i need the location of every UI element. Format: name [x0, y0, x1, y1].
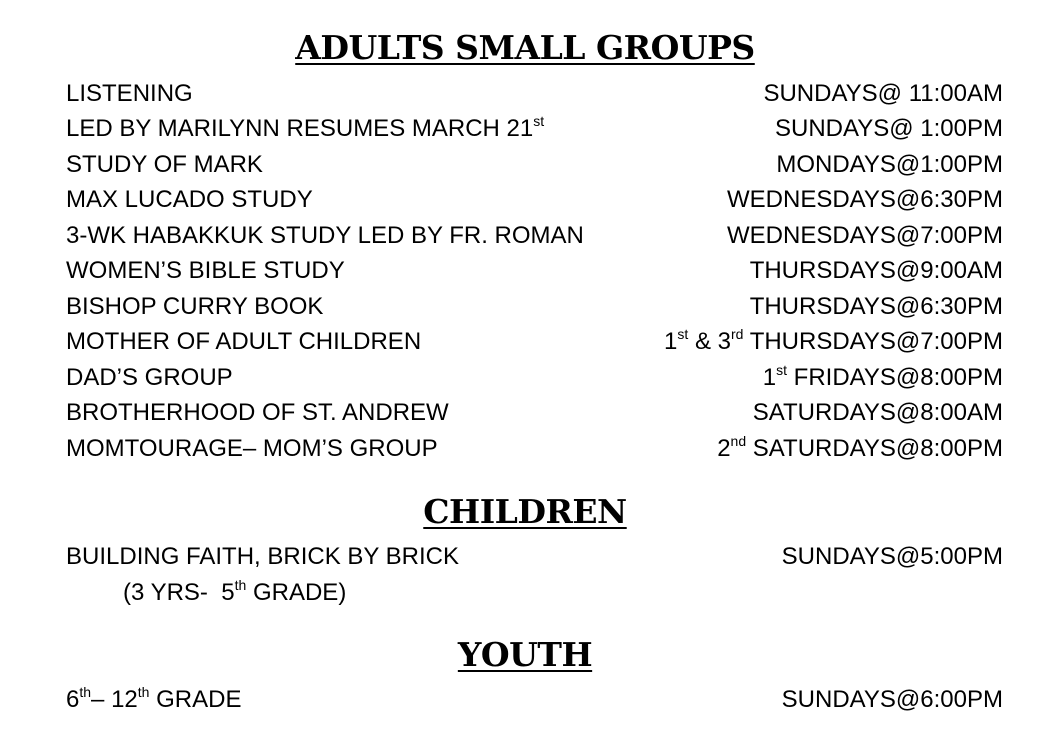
group-time	[763, 361, 1003, 395]
group-time: MONDAYS@1:00PM	[776, 151, 1003, 178]
ordinal-suffix: th	[234, 577, 247, 593]
ordinal-suffix: st	[677, 326, 689, 342]
youth-row	[66, 683, 1003, 717]
group-time	[664, 325, 1003, 359]
children-heading-text: CHILDREN	[423, 492, 627, 531]
group-time: WEDNESDAYS@6:30PM	[727, 186, 1003, 213]
ordinal-number: 2	[717, 435, 731, 462]
group-row	[66, 432, 1003, 466]
group-name	[66, 112, 544, 146]
group-row	[66, 77, 1003, 111]
group-time: SUNDAYS@ 11:00AM	[763, 80, 1003, 107]
ordinal-number: – 12	[91, 686, 138, 713]
children-age-range	[123, 576, 346, 610]
group-name: WOMEN’S BIBLE STUDY	[66, 257, 345, 284]
group-time-text: FRIDAYS@8:00PM	[787, 364, 1003, 391]
ordinal-number: 1	[762, 364, 777, 391]
ordinal-number: 6	[66, 686, 80, 713]
adults-heading-text: ADULTS SMALL GROUPS	[295, 28, 755, 67]
group-name-text: GRADE	[149, 686, 242, 713]
ordinal-suffix: rd	[731, 326, 744, 342]
age-range-text: (3 YRS- 5	[123, 579, 235, 606]
group-row	[66, 290, 1003, 324]
ordinal-number: & 3	[688, 328, 731, 355]
group-name: LISTENING	[66, 80, 193, 107]
group-name: 3-WK HABAKKUK STUDY LED BY FR. ROMAN	[66, 222, 584, 249]
group-time-text: THURSDAYS@7:00PM	[743, 328, 1003, 355]
group-time: THURSDAYS@6:30PM	[749, 293, 1003, 320]
group-time: THURSDAYS@9:00AM	[749, 257, 1003, 284]
group-time: SUNDAYS@ 1:00PM	[775, 115, 1003, 142]
group-time: SATURDAYS@8:00AM	[752, 399, 1003, 426]
group-time: WEDNESDAYS@7:00PM	[727, 222, 1003, 249]
ordinal-suffix: st	[776, 362, 788, 378]
children-heading	[0, 492, 1050, 532]
group-name: MOMTOURAGE– MOM’S GROUP	[66, 435, 438, 462]
ordinal-suffix: nd	[730, 433, 747, 449]
group-row	[66, 361, 1003, 395]
group-row	[66, 254, 1003, 288]
group-time	[717, 432, 1003, 466]
group-name: MAX LUCADO STUDY	[66, 186, 313, 213]
group-name: MOTHER OF ADULT CHILDREN	[66, 328, 422, 355]
youth-heading-text: YOUTH	[457, 635, 593, 674]
children-row	[66, 540, 1003, 574]
group-time: SUNDAYS@6:00PM	[781, 686, 1003, 713]
group-row	[66, 183, 1003, 217]
age-range-text: GRADE)	[246, 579, 347, 606]
group-name: DAD’S GROUP	[66, 364, 233, 391]
group-name	[66, 683, 241, 717]
group-time: SUNDAYS@5:00PM	[781, 543, 1003, 570]
group-row	[66, 148, 1003, 182]
group-name: BUILDING FAITH, BRICK BY BRICK	[66, 543, 459, 570]
group-row	[66, 325, 1003, 359]
ordinal-suffix: th	[137, 684, 150, 700]
group-name-text: LED BY MARILYNN RESUMES MARCH 21	[66, 115, 534, 142]
group-row	[66, 396, 1003, 430]
group-name: BROTHERHOOD OF ST. ANDREW	[66, 399, 449, 426]
adults-heading	[0, 28, 1050, 68]
group-time-text: SATURDAYS@8:00PM	[746, 435, 1003, 462]
ordinal-suffix: st	[533, 113, 545, 129]
youth-heading	[0, 635, 1050, 675]
group-name: BISHOP CURRY BOOK	[66, 293, 324, 320]
group-name: STUDY OF MARK	[66, 151, 263, 178]
group-row	[66, 219, 1003, 253]
ordinal-number: 1	[664, 328, 678, 355]
ordinal-suffix: th	[79, 684, 92, 700]
group-row	[66, 112, 1003, 146]
